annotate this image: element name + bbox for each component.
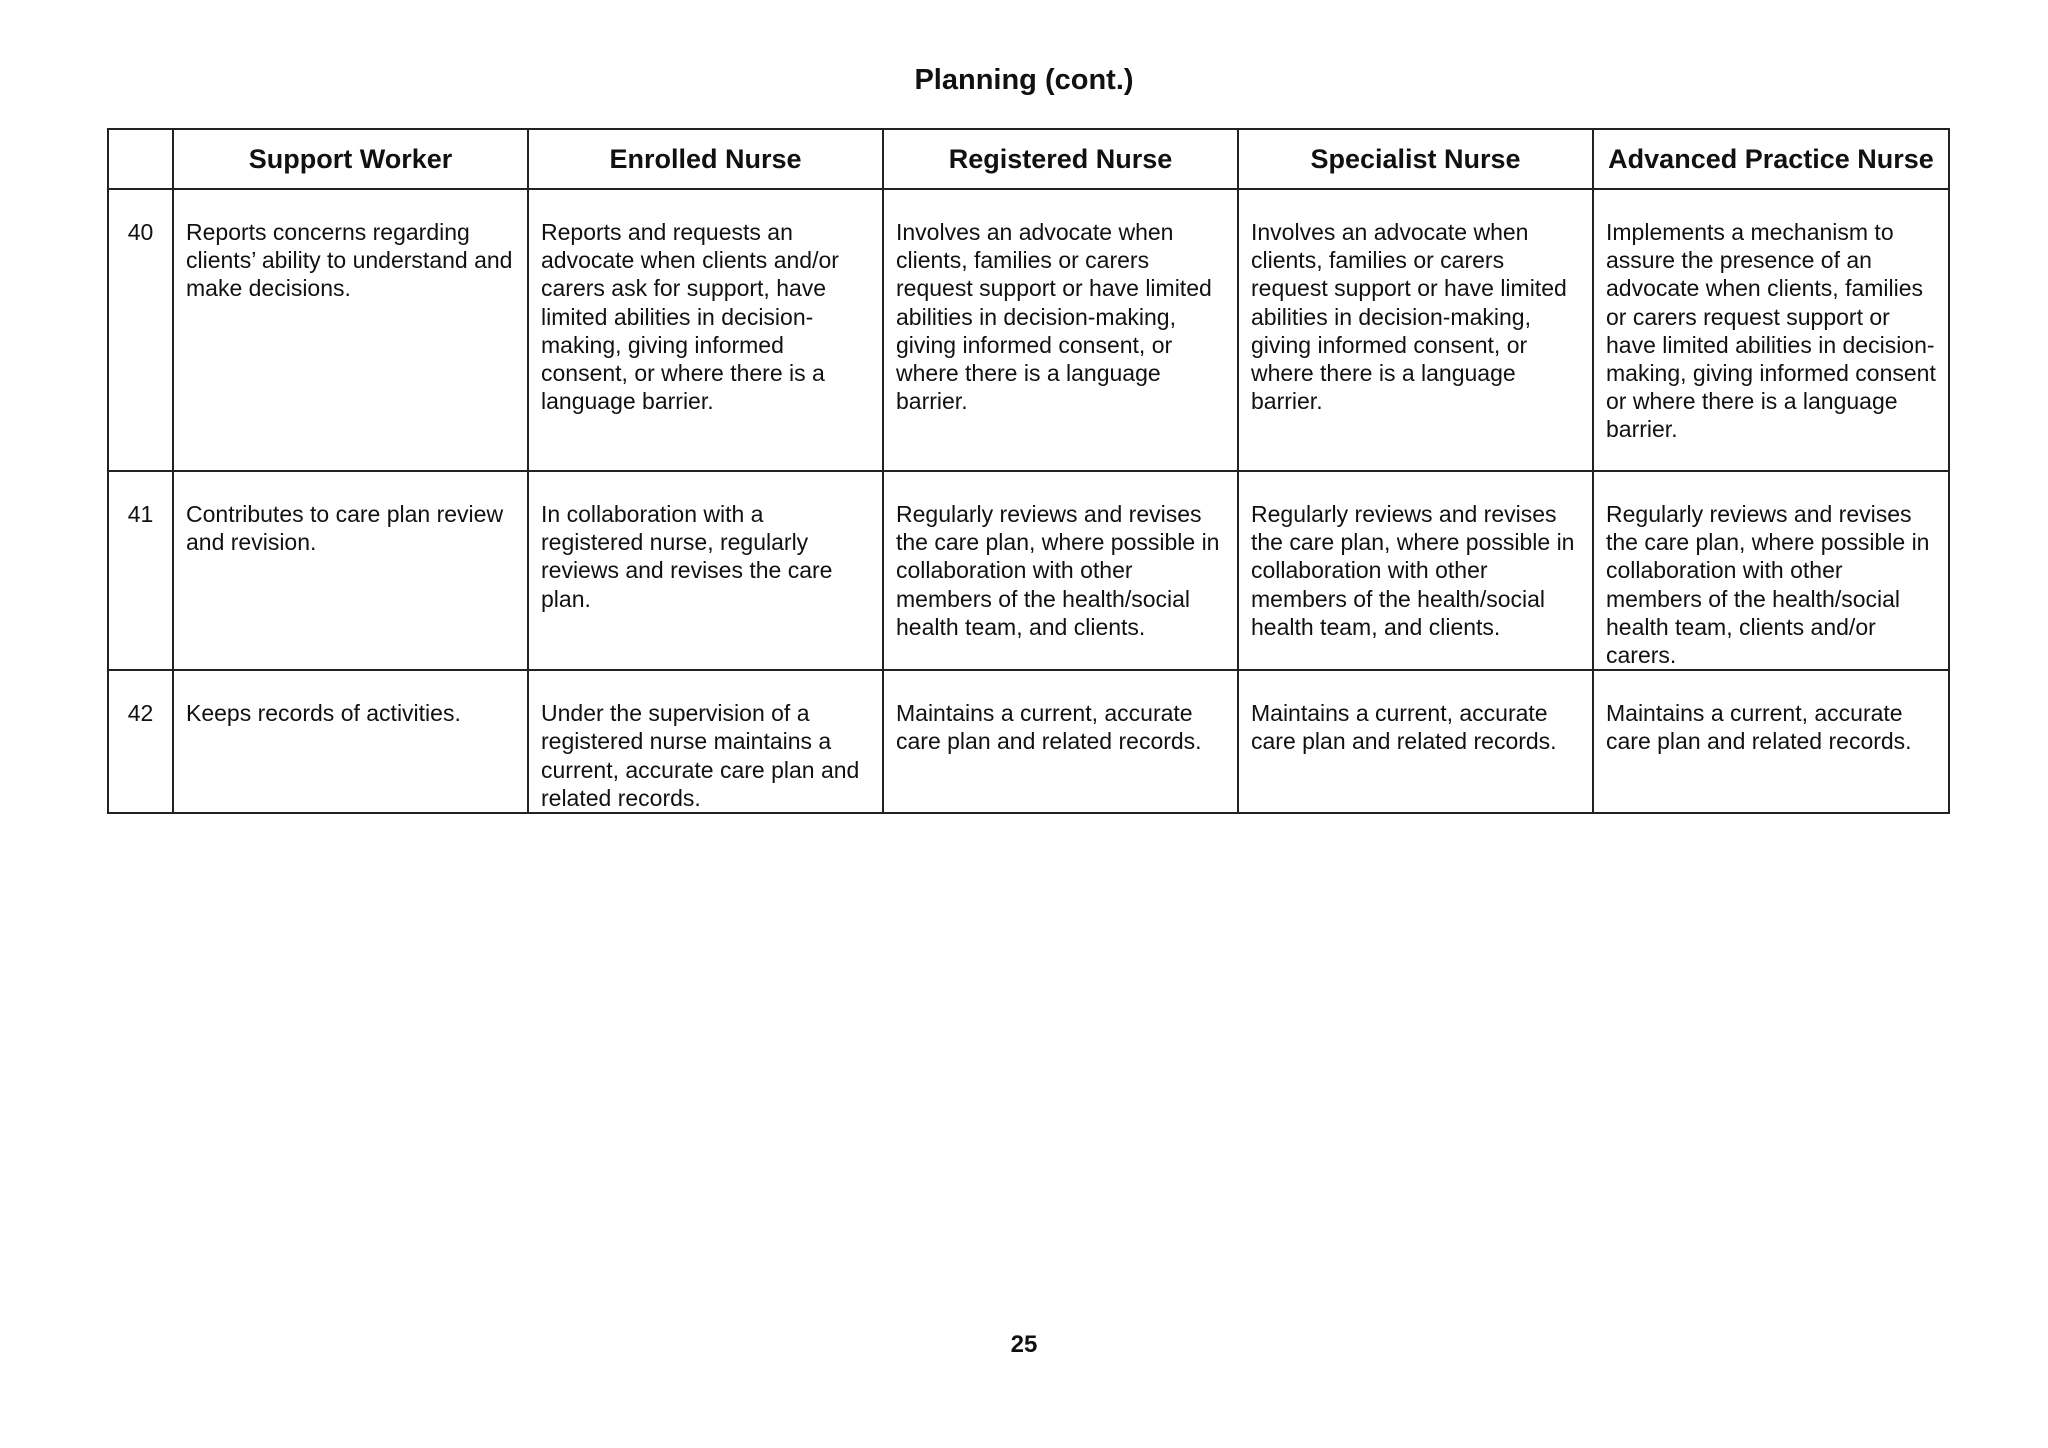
column-header-advanced-practice-nurse: Advanced Practice Nurse: [1593, 129, 1949, 189]
table-row: [108, 189, 1949, 471]
column-header-enrolled-nurse: Enrolled Nurse: [528, 129, 883, 189]
table-row: [108, 670, 1949, 813]
row-number: 41: [108, 471, 173, 670]
competency-table: [107, 128, 1950, 814]
column-header-specialist-nurse: Specialist Nurse: [1238, 129, 1593, 189]
cell-registered-nurse: Regularly reviews and revises the care plan, where possible in collaboration with other members of the health/social health team, and clients.: [883, 471, 1238, 670]
table-row: [108, 471, 1949, 670]
cell-enrolled-nurse: Under the supervision of a registered nurse maintains a current, accurate care plan and related records.: [528, 670, 883, 813]
cell-specialist-nurse: Regularly reviews and revises the care plan, where possible in collaboration with other members of the health/social health team, and clients.: [1238, 471, 1593, 670]
row-number: 42: [108, 670, 173, 813]
cell-advanced-practice-nurse: Maintains a current, accurate care plan and related records.: [1593, 670, 1949, 813]
table-header-row: [108, 129, 1949, 189]
page-number: 25: [1010, 1331, 1038, 1358]
cell-advanced-practice-nurse: Implements a mechanism to assure the presence of an advocate when clients, families or carers request support or have limited abilities in decision-making, giving informed consent or where there is a language barrier.: [1593, 189, 1949, 471]
cell-support-worker: Contributes to care plan review and revision.: [173, 471, 528, 670]
cell-specialist-nurse: Involves an advocate when clients, families or carers request support or have limited abilities in decision-making, giving informed consent, or where there is a language barrier.: [1238, 189, 1593, 471]
cell-support-worker: Reports concerns regarding clients’ ability to understand and make decisions.: [173, 189, 528, 471]
cell-enrolled-nurse: Reports and requests an advocate when clients and/or carers ask for support, have limited abilities in decision-making, giving informed consent, or where there is a language barrier.: [528, 189, 883, 471]
column-header-number: [108, 129, 173, 189]
row-number: 40: [108, 189, 173, 471]
column-header-registered-nurse: Registered Nurse: [883, 129, 1238, 189]
page-title: Planning (cont.): [914, 64, 1134, 96]
cell-support-worker: Keeps records of activities.: [173, 670, 528, 813]
column-header-support-worker: Support Worker: [173, 129, 528, 189]
cell-advanced-practice-nurse: Regularly reviews and revises the care plan, where possible in collaboration with other members of the health/social health team, clients and/or carers.: [1593, 471, 1949, 670]
cell-specialist-nurse: Maintains a current, accurate care plan and related records.: [1238, 670, 1593, 813]
cell-registered-nurse: Maintains a current, accurate care plan and related records.: [883, 670, 1238, 813]
cell-enrolled-nurse: In collaboration with a registered nurse, regularly reviews and revises the care plan.: [528, 471, 883, 670]
cell-registered-nurse: Involves an advocate when clients, families or carers request support or have limited abilities in decision-making, giving informed consent, or where there is a language barrier.: [883, 189, 1238, 471]
